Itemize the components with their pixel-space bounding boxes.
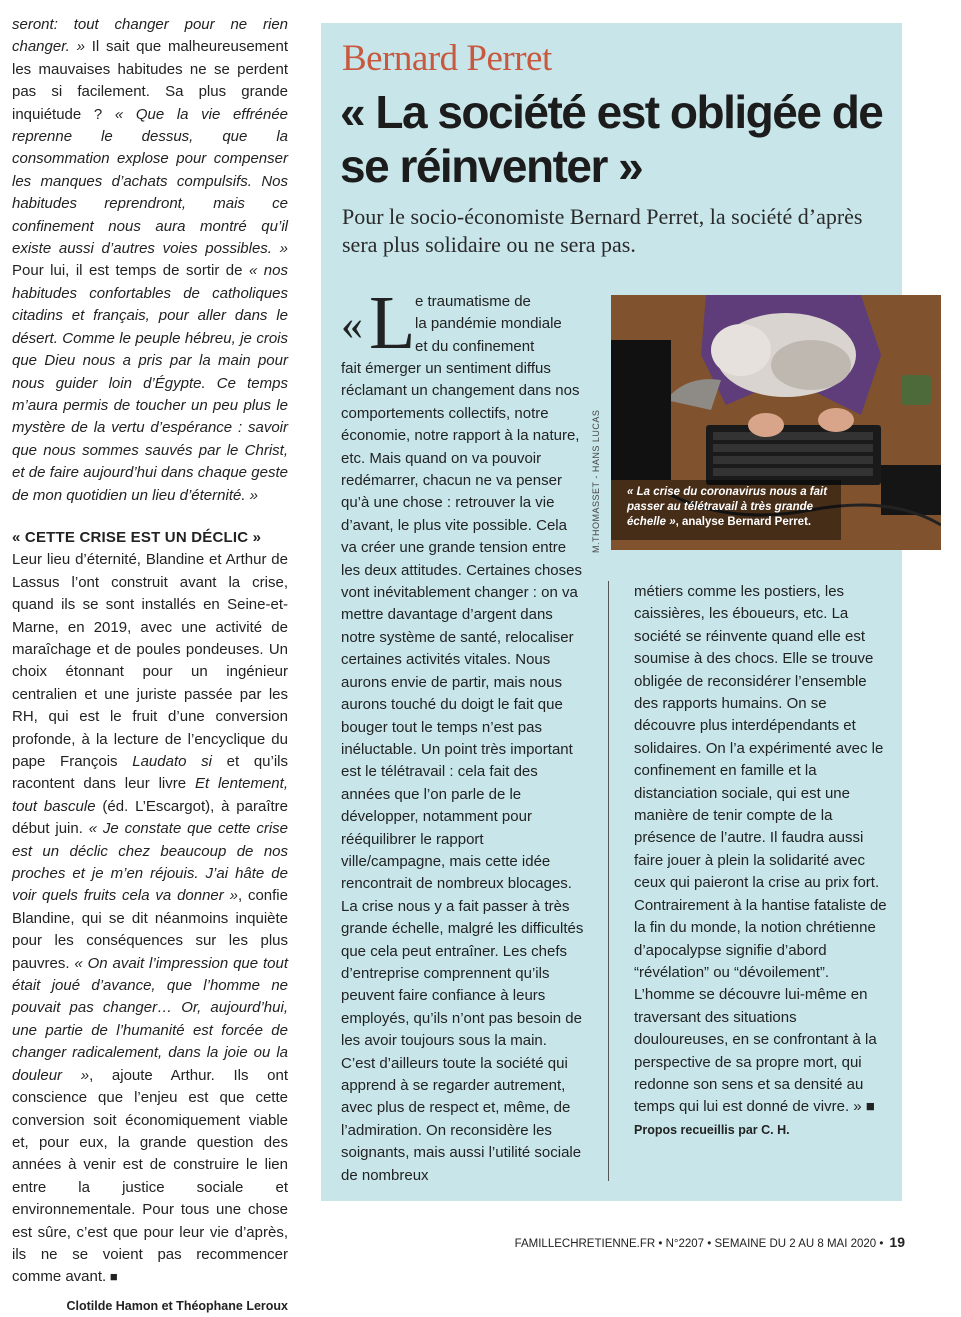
caption-quote: « La crise du coronavirus nous a fait passer au télétravail à très grande échelle » [627, 486, 828, 528]
photo-credit: M.THOMASSET - HANS LUCAS [591, 409, 601, 553]
drop-line: la pandémie mondiale [415, 315, 562, 333]
body-text: Il sait que malheureusement les mauvaises habitudes ne se perdent pas si facilement. Sa plus grande inquiétude ? [12, 38, 289, 123]
book-title: Et lentement, tout bascule [12, 775, 288, 815]
section-subhead: « CETTE CRISE EST UN DÉCLIC » [12, 528, 262, 546]
quote-text: « On avait l’impression que tout était joué d’avance, que l’homme ne pouvait pas changer… Or, aujourd’hui, une partie de l’humanité est forcée de changer radicalement, dans la joie ou la douleur » [12, 954, 288, 1084]
left-article-column [12, 14, 288, 1317]
body-text: , ajoute Arthur. Ils ont conscience que l’enjeu est que cette conversion soit économiquement viable et, pour eux, la grande question des années à venir est de construire le lien entre la justice sociale et environnementale. Pour tous une chose est sûre, c’est que pour leur vie d’après, ils ne se voient pas recommencer comme avant. [12, 1066, 288, 1286]
interview-body-2 [634, 581, 890, 1141]
quote-text: « Que la vie effrénée reprenne le dessus, que la consommation explose pour compenser les manques d’achats compulsifs. Nos habitudes reprendront, mais ce confinement nous aura montré qu’il existe aussi d’autres voies possibles. » [12, 105, 289, 258]
body-text: Leur lieu d’éternité, Blandine et Arthur de Lassus l’ont construit avant la crise, quand ils se sont installés en Seine-et-Marne, en 2019, avec une activité de maraîchage et de poules pondeuses. Un choix étonnant pour un ingénieur centralien et une juriste passée par les RH, qui est le fruit d’une conversion profonde, à la lecture de l’encyclique du pape François [12, 551, 288, 770]
quote-text: « Je constate que cette crise est un déclic chez beaucoup de nos proches et je m’en réjouis. J’ai hâte de voir quels fruits cela va donner » [12, 820, 289, 905]
drop-line: et du confinement [415, 337, 535, 355]
quote-text: seront: tout changer pour ne rien changer. » [12, 16, 288, 56]
end-mark: ■ [861, 1098, 875, 1116]
interview-body-1: fait émerger un sentiment diffus réclamant un changement dans nos comportements collectifs, notre économie, notre rapport à la nature, etc. Mais quand on va pouvoir redémarrer, chacun ne va penser qu’à une chose : retrouver la vie d’avant, le plus vite possible. Cela va créer une grande tension entre les deux attitudes. Certaines choses vont inévitablement changer : on va mettre davantage d’argent dans notre système de santé, relocaliser certaines activités vitales. Nous aurons envie de partir, mais nous aurons touché du doigt le fait que bouger tout le temps n’est pas inéluctable. Un point très important est le télétravail : cela fait des années que l’on parle de le développer, notamment pour rééquilibrer le rapport ville/campagne, mais cette idée rencontrait de nombreux blocages. La crise nous y a fait passer à très grande échelle, malgré les difficultés que cela peut entraîner. Les chefs d’entreprise comprennent qu’ils peuvent faire confiance à leurs employés, qu’ils n’ont pas besoin de les avoir toujours sous la main. C’est d’ailleurs toute la société qui apprend à se regarder autrement, avec plus de respect et, même, de l’admiration. On reconsidère les soignants, mais aussi l’utilité sociale de nombreux [341, 360, 584, 1184]
interview-column-1 [341, 281, 585, 1187]
body-text: et qu’ils racontent dans leur livre [12, 753, 288, 793]
body-text: (éd. L’Escargot), à paraître début juin. [12, 797, 288, 838]
interview-column-2 [634, 581, 890, 1141]
footer-publication: FAMILLECHRETIENNE.FR • N°2207 • SEMAINE DU 2 AU 8 MAI 2020 • [514, 1238, 884, 1250]
drop-line: e traumatisme de [415, 293, 531, 310]
standfirst: Pour le socio-économiste Bernard Perret, la société d’après sera plus solidaire ou ne sera pas. [342, 204, 863, 257]
interview-panel [321, 23, 902, 1201]
author-signature: Clotilde Hamon et Théophane Leroux [66, 1298, 288, 1313]
book-title: Laudato si [132, 753, 212, 770]
page-footer [515, 1234, 905, 1250]
page-number: 19 [889, 1234, 905, 1250]
interviewee-name: Bernard Perret [342, 38, 552, 79]
left-paragraph-2 [12, 549, 288, 1288]
headline: « La société est obligée de se réinventer » [340, 86, 883, 192]
drop-cap-lines [415, 291, 590, 358]
quote-text: « nos habitudes confortables de catholiques citadins et français, pour aller dans le désert. Comme le peuple hébreu, je crois que Dieu nous a pris par la main pour nous guider loin d’Égypte. Ce temps m’aura permis de toucher un peu plus le mystère de la vertu d’espérance : savoir que nous sommes sauvés par le Christ, et de faire aujourd’hui dans chaque geste de mon quotidien un lieu d’éternité. » [12, 262, 288, 504]
drop-quote-mark: « [341, 300, 363, 349]
body-text: métiers comme les postiers, les caissières, les éboueurs, etc. La société se réinvente quand elle est soumise à des chocs. Elle se trouve obligée de reconsidérer l’ensemble des rapports humains. On se découvre plus interdépendants et solidaires. On l’a expérimenté avec le confinement en famille et la distanciation sociale, qui est une manière de tenir compte de la présence de l’autre. Il faudra aussi faire jouer à plein la solidarité avec ceux qui paieront la crise au prix fort. Contrairement à la hantise fataliste de la fin du monde, la notion chrétienne d’apocalypse signifie d’abord “révélation” ou “dévoilement”. L’homme se découvre lui-même en traversant des situations douloureuses, en se confrontant à la perspective de sa propre mort, qui redonne son sens et sa densité au temps qui lui est donné de vivre. » [634, 583, 887, 1116]
body-text: Pour lui, il est temps de sortir de [12, 262, 249, 280]
body-text: , confie Blandine, qui se dit néanmoins inquiète pour les conséquences sur les plus pauvres. [12, 887, 288, 972]
interview-credit: Propos recueillis par C. H. [634, 1122, 790, 1137]
caption-attribution: , analyse Bernard Perret. [675, 516, 812, 528]
left-paragraph-1 [12, 14, 288, 507]
drop-cap-letter: L [369, 281, 416, 365]
end-mark: ■ [106, 1269, 118, 1285]
drop-cap-block [341, 281, 585, 365]
column-divider [608, 581, 609, 1181]
photo-caption [627, 485, 837, 530]
